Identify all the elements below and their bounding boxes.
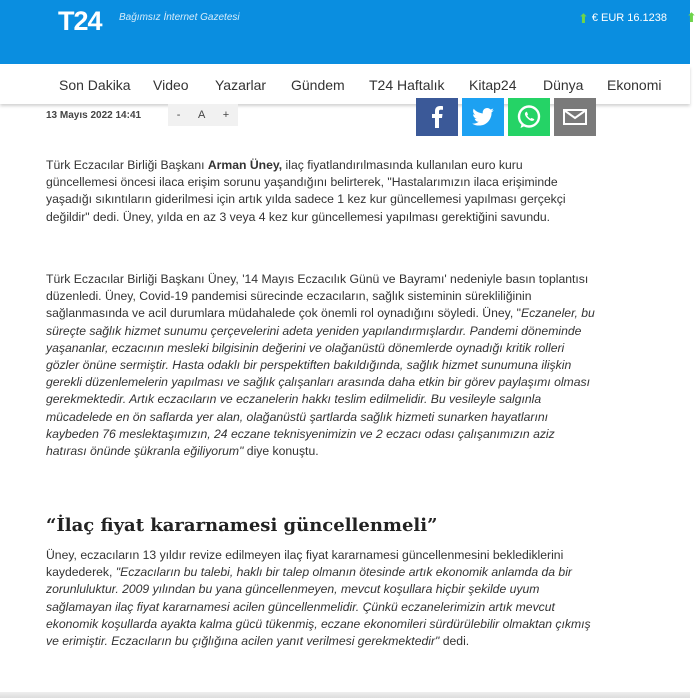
nav-item-gundem[interactable]: Gündem — [291, 77, 345, 93]
nav-item-son-dakika[interactable]: Son Dakika — [59, 77, 131, 93]
paragraph-text: Türk Eczacılar Birliği Başkanı Üney, '14 Mayıs Eczacılık Günü ve Bayramı' nedeniyle basın toplantısı düzenledi. Üney, Covid-19 pandemisi sürecinde eczacıların, sağlık sisteminin sürekliliğinin sağlanmasında ve acil durumlara müdahalede çok önemli rol oynadığını söyledi. Üney, " — [46, 272, 589, 321]
nav-item-kitap24[interactable]: Kitap24 — [469, 77, 517, 93]
font-reset-button[interactable]: A — [197, 109, 206, 121]
paragraph-text: Üney, eczacıların 13 yıldır revize edilmeyen ilaç fiyat kararnamesi güncellenmesini beklediklerini kaydederek, — [46, 548, 564, 580]
up-arrow-icon: ⬆ — [686, 10, 697, 25]
site-tagline: Bağımsız İnternet Gazetesi — [119, 12, 240, 23]
share-twitter-button[interactable] — [462, 98, 504, 136]
mail-icon — [563, 109, 587, 125]
facebook-icon — [431, 106, 443, 128]
quote-text: "Eczacıların bu talebi, haklı bir talep olmanın ötesinde artık ekonomik anlamda da bir zorunluluktur. 2009 yılından bu yana güncellenmeyen, mevcut koşullara hiçbir şekilde uyum sağlamayan ilaç fiyat kararnamesi acilen güncellenmelidir. Çünkü eczanelerimizin artık mevcut ekonomik koşullarda ayakta kalma gücü tükenmiş, eczane ekonomileri sürdürülebilir olmaktan çıkmış ve erimiştir. Eczacıların bu çığlığına acilen yanıt verilmesi gerekmektedir" — [46, 565, 591, 649]
site-logo[interactable]: T24 — [58, 6, 102, 36]
person-name: Arman Üney, — [207, 158, 283, 172]
up-arrow-icon: ⬆ — [578, 10, 589, 26]
paragraph-text: Türk Eczacılar Birliği Başkanı — [46, 158, 208, 172]
font-increase-button[interactable]: + — [222, 109, 230, 121]
footer-divider — [0, 692, 690, 698]
currency-label: EUR — [601, 12, 625, 24]
paragraph-text: dedi. — [439, 634, 470, 649]
article-paragraph-2 — [46, 271, 596, 460]
nav-item-t24-haftalik[interactable]: T24 Haftalık — [369, 77, 445, 93]
quote-text: Eczaneler, bu süreçte sağlık hizmet sunumu çerçevelerini adeta yeniden yapılandırmışlardır. Pandemi döneminde yaşananlar, eczacının mesleki bilgisinin değerini ve olağanüstü dönemlerde oynadığı kritik rolleri gözler önüne sermiştir. Hasta odaklı bir perspektiften bakıldığında, sağlık hizmet sunumuna ilişkin gerekli düzenlemelerin yapılması ve sağlık çalışanları arasında daha etkin bir görev paylaşımı olması gerekmektedir. Artık eczacıların ve eczanelerin hakkı teslim edilmelidir. Bu vesileyle salgınla mücadelede en ön saflarda yer alan, olağanüstü şartlarda sağlık hizmeti sunarken hayatlarını kaybeden 76 meslektaşımızın, 24 eczane teknisyenimizin ve 2 eczacı odası çalışanımızın aziz hatırası önünde şükranla eğiliyorum" — [46, 306, 595, 459]
share-whatsapp-button[interactable] — [508, 98, 550, 136]
currency-ticker[interactable] — [578, 10, 697, 26]
site-header — [0, 0, 697, 64]
nav-item-ekonomi[interactable]: Ekonomi — [607, 77, 662, 93]
paragraph-text: ilaç fiyatlandırılmasında kullanılan euro kuru güncellemesi öncesi ilaca erişim sorunu yaşandığını belirterek, "Hastalarımızın ilaca erişiminde yaşadığı sıkıntıların giderilmesi için artık yılda sadece 1 kez kur güncellemesi yapılması gerçekçi değildir" dedi. Üney, yılda en az 3 veya 4 kez kur güncellemesi yapılması gerektiğini savundu. — [46, 158, 566, 224]
share-mail-button[interactable] — [554, 98, 596, 136]
nav-item-yazarlar[interactable]: Yazarlar — [215, 77, 267, 93]
article-paragraph-3 — [46, 547, 596, 650]
nav-item-dunya[interactable]: Dünya — [543, 77, 584, 93]
whatsapp-icon — [516, 104, 542, 130]
font-decrease-button[interactable]: - — [176, 109, 181, 121]
article-paragraph-1 — [46, 157, 596, 226]
twitter-icon — [472, 108, 494, 126]
currency-symbol: € — [591, 12, 599, 24]
article-date: 13 Mayıs 2022 14:41 — [46, 110, 142, 121]
section-heading: “İlaç fiyat kararnamesi güncellenmeli” — [46, 515, 438, 536]
share-facebook-button[interactable] — [416, 98, 458, 136]
paragraph-text: diye konuştu. — [243, 444, 319, 459]
nav-item-video[interactable]: Video — [153, 77, 189, 93]
currency-value: 16.1238 — [627, 12, 668, 24]
font-size-controls — [168, 104, 238, 126]
